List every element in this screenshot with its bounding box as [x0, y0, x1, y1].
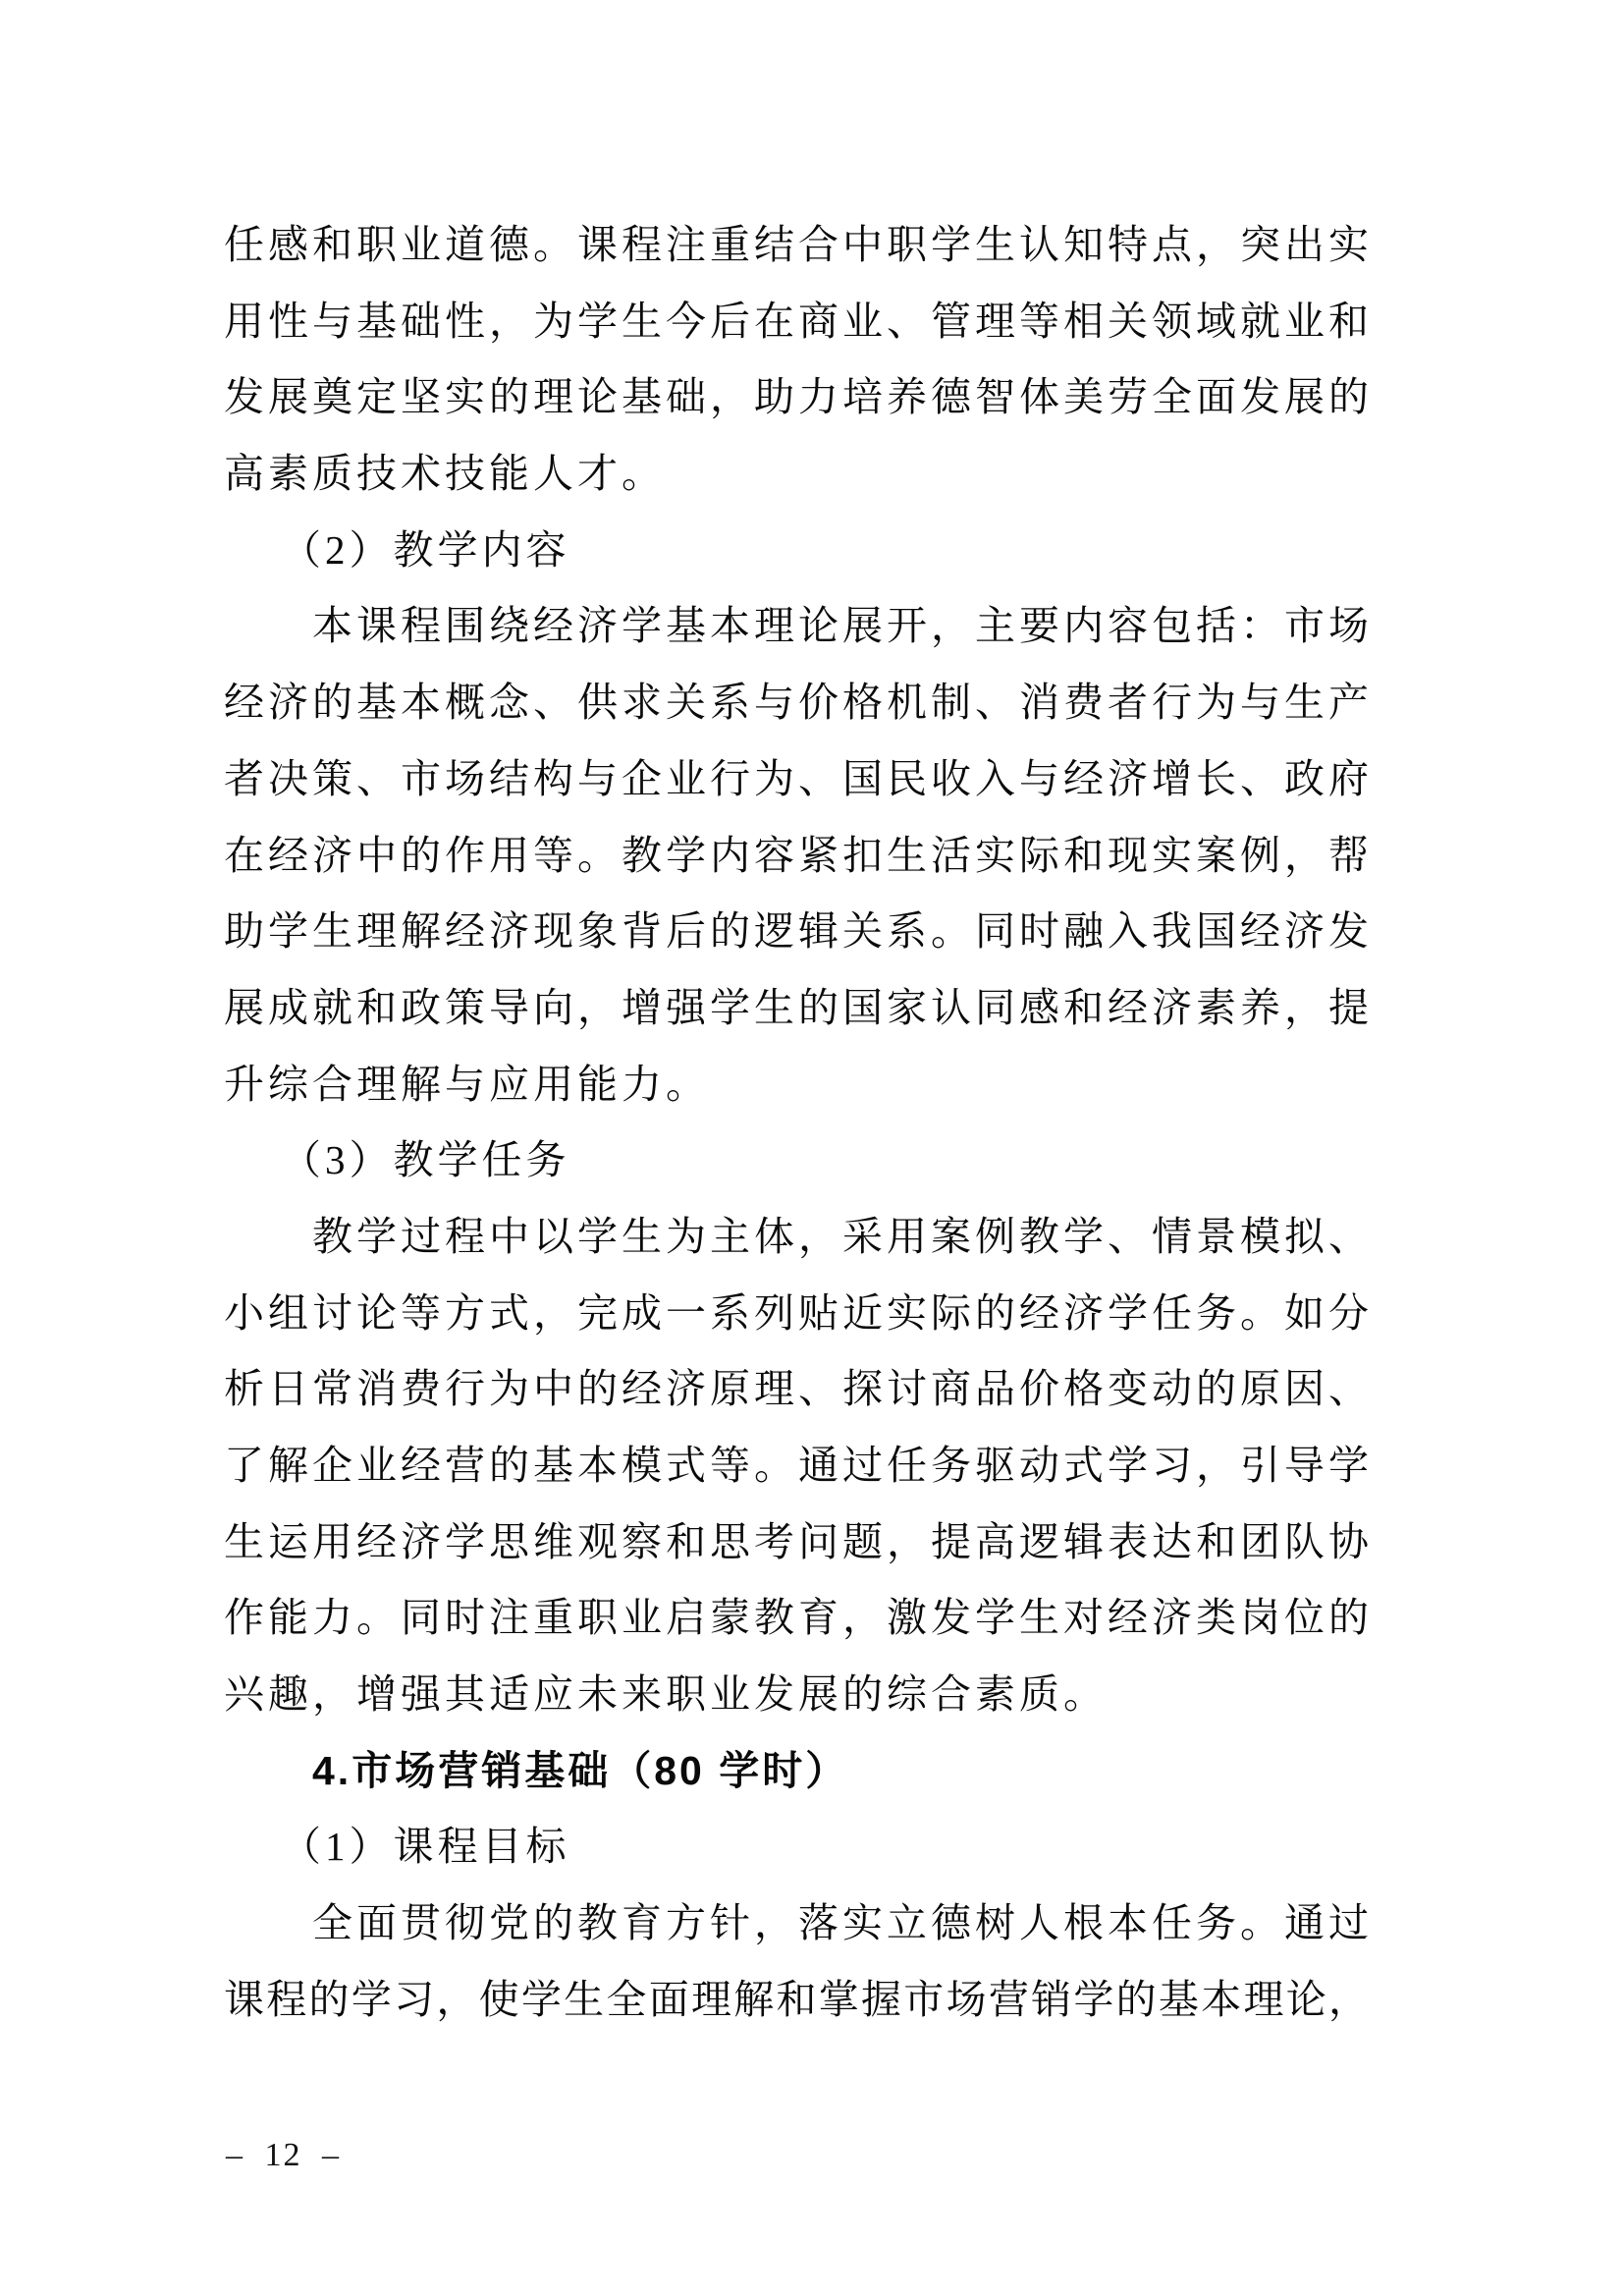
text-line: 高素质技术技能人才。 [224, 451, 666, 497]
text-line: （2）教学内容 [281, 526, 570, 573]
text-line: 兴趣，增强其适应未来职业发展的综合素质。 [224, 1671, 1108, 1718]
text-line: 在经济中的作用等。教学内容紧扣生活实际和现实案例，帮 [224, 832, 1369, 878]
text-line: 经济的基本概念、供求关系与价格机制、消费者行为与生产 [224, 680, 1369, 726]
text-line: 任感和职业道德。课程注重结合中职学生认知特点，突出实 [224, 222, 1369, 267]
text-line: 析日常消费行为中的经济原理、探讨商品价格变动的原因、 [224, 1366, 1369, 1412]
text-line: 者决策、市场结构与企业行为、国民收入与经济增长、政府 [224, 755, 1369, 801]
page-number: – 12 – [226, 2137, 341, 2173]
text-line: 了解企业经营的基本模式等。通过任务驱动式学习，引导学 [224, 1443, 1369, 1488]
text-line: 助学生理解经济现象背后的逻辑关系。同时融入我国经济发 [224, 908, 1369, 955]
text-line: 展成就和政策导向，增强学生的国家认同感和经济素养，提 [224, 984, 1369, 1030]
page-footer [226, 2136, 341, 2175]
text-line: 课程的学习，使学生全面理解和掌握市场营销学的基本理论， [224, 1976, 1369, 2022]
text-line: 生运用经济学思维观察和思考问题，提高逻辑表达和团队协 [224, 1518, 1369, 1564]
text-line: 教学过程中以学生为主体，采用案例教学、情景模拟、 [312, 1213, 1369, 1259]
text-line: 发展奠定坚实的理论基础，助力培养德智体美劳全面发展的 [224, 374, 1369, 420]
text-line: 用性与基础性，为学生今后在商业、管理等相关领域就业和 [224, 298, 1369, 344]
section-heading-line: 4.市场营销基础（80 学时） [312, 1747, 849, 1793]
document-body [224, 207, 1369, 2039]
text-line: 本课程围绕经济学基本理论展开，主要内容包括：市场 [312, 603, 1369, 649]
text-line: （1）课程目标 [281, 1824, 570, 1870]
text-line: 全面贯彻党的教育方针，落实立德树人根本任务。通过 [312, 1900, 1369, 1946]
text-line: 小组讨论等方式，完成一系列贴近实际的经济学任务。如分 [224, 1289, 1369, 1336]
text-line: （3）教学任务 [281, 1137, 570, 1183]
text-line: 作能力。同时注重职业启蒙教育，激发学生对经济类岗位的 [224, 1595, 1369, 1641]
text-line: 升综合理解与应用能力。 [224, 1061, 710, 1107]
